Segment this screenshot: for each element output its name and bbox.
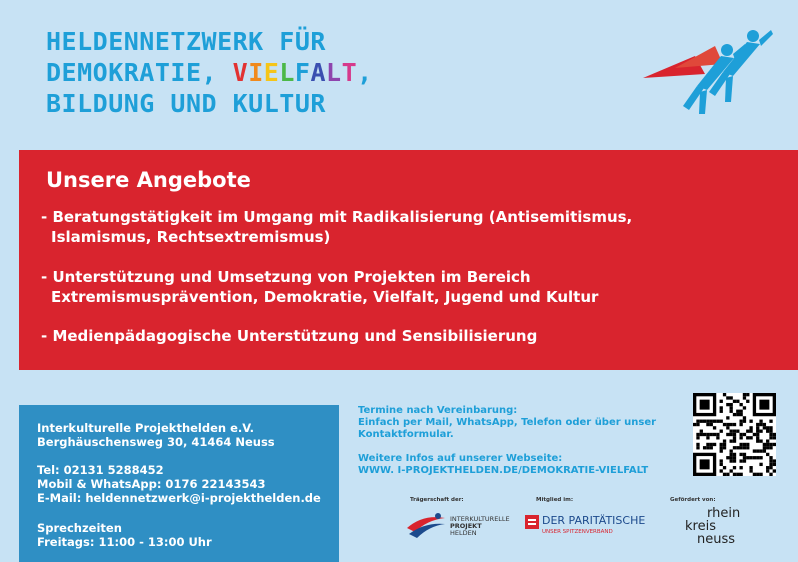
contact-mobile[interactable]: Mobil & WhatsApp: 0176 22143543 — [37, 477, 266, 491]
offer-item-2-line-2: Extremismusprävention, Demokratie, Vielfalt, Jugend und Kultur — [51, 288, 599, 306]
mitglied-label: Mitglied im: — [536, 497, 574, 503]
title-line-3: BILDUNG UND KULTUR — [46, 89, 326, 118]
rhein-kreis-neuss-logo — [685, 507, 740, 546]
title-line-2-suffix: , — [357, 58, 373, 87]
info-line-2: Einfach per Mail, WhatsApp, Telefon oder über unser — [358, 417, 657, 428]
title-line-2 — [46, 57, 566, 88]
contact-email[interactable]: E-Mail: heldennetzwerk@i-projekthelden.de — [37, 491, 321, 505]
offer-item-2 — [41, 267, 781, 307]
offers-heading: Unsere Angebote — [46, 168, 251, 192]
paritaetische-equals-icon — [525, 515, 539, 529]
contact-address: Berghäuschensweg 30, 41464 Neuss — [37, 435, 275, 449]
rainbow-letter: I — [248, 58, 264, 87]
contact-hours: Freitags: 11:00 - 13:00 Uhr — [37, 535, 212, 549]
projekthelden-logo-icon — [405, 510, 449, 544]
poster-title — [46, 26, 566, 119]
rainbow-letter: A — [310, 58, 326, 87]
projekthelden-logo-line-3: HELDEN — [450, 529, 477, 537]
rhein-kreis-neuss-line-2: kreis — [685, 519, 716, 534]
rainbow-letter: L — [279, 58, 295, 87]
offers-panel — [19, 150, 798, 370]
offer-item-3-line-1: - Medienpädagogische Unterstützung und Sensibilisierung — [41, 327, 538, 345]
rainbow-letter: V — [232, 58, 249, 87]
offer-item-2-line-1: - Unterstützung und Umsetzung von Projekten im Bereich — [41, 268, 531, 286]
rainbow-letter: E — [263, 58, 280, 87]
projekthelden-logo-line-1: INTERKULTURELLE — [450, 515, 510, 523]
paritaetische-logo — [525, 513, 646, 543]
projekthelden-logo-text — [450, 516, 510, 537]
qr-code-icon[interactable] — [693, 393, 776, 476]
paritaetische-sub: UNSER SPITZENVERBAND — [542, 529, 613, 535]
info-text — [358, 405, 678, 477]
rainbow-letter: F — [294, 58, 311, 87]
info-line-3: Kontaktformular. — [358, 429, 454, 440]
contact-panel — [19, 405, 339, 562]
projekthelden-logo-line-2: PROJEKT — [450, 522, 482, 530]
title-line-1: HELDENNETZWERK FÜR — [46, 27, 326, 56]
rainbow-letter: T — [341, 58, 358, 87]
info-line-1: Termine nach Vereinbarung: — [358, 405, 518, 416]
contact-hours-label: Sprechzeiten — [37, 521, 122, 535]
offer-item-1-line-2: Islamismus, Rechtsextremismus) — [51, 228, 331, 246]
contact-org: Interkulturelle Projekthelden e.V. — [37, 421, 255, 435]
info-line-4: Weitere Infos auf unserer Webseite: — [358, 453, 563, 464]
rhein-kreis-neuss-line-1: rhein — [707, 506, 741, 521]
info-url[interactable]: WWW. I-PROJEKTHELDEN.DE/DEMOKRATIE-VIELFALT — [358, 465, 649, 476]
offer-item-3 — [41, 326, 781, 346]
contact-phone[interactable]: Tel: 02131 5288452 — [37, 463, 164, 477]
paritaetische-name: DER PARITÄTISCHE — [542, 514, 646, 527]
title-rainbow-word — [233, 58, 358, 87]
foerder-label: Gefördert von: — [670, 497, 716, 503]
rainbow-letter: L — [326, 58, 342, 87]
flying-heroes-icon — [635, 16, 775, 116]
offer-item-1-line-1: - Beratungstätigkeit im Umgang mit Radikalisierung (Antisemitismus, — [41, 208, 633, 226]
offer-item-1 — [41, 207, 781, 247]
projekthelden-logo — [405, 508, 515, 548]
traeger-label: Trägerschaft der: — [410, 497, 464, 503]
title-line-2-prefix: DEMOKRATIE, — [46, 58, 233, 87]
rhein-kreis-neuss-line-3: neuss — [697, 532, 736, 547]
